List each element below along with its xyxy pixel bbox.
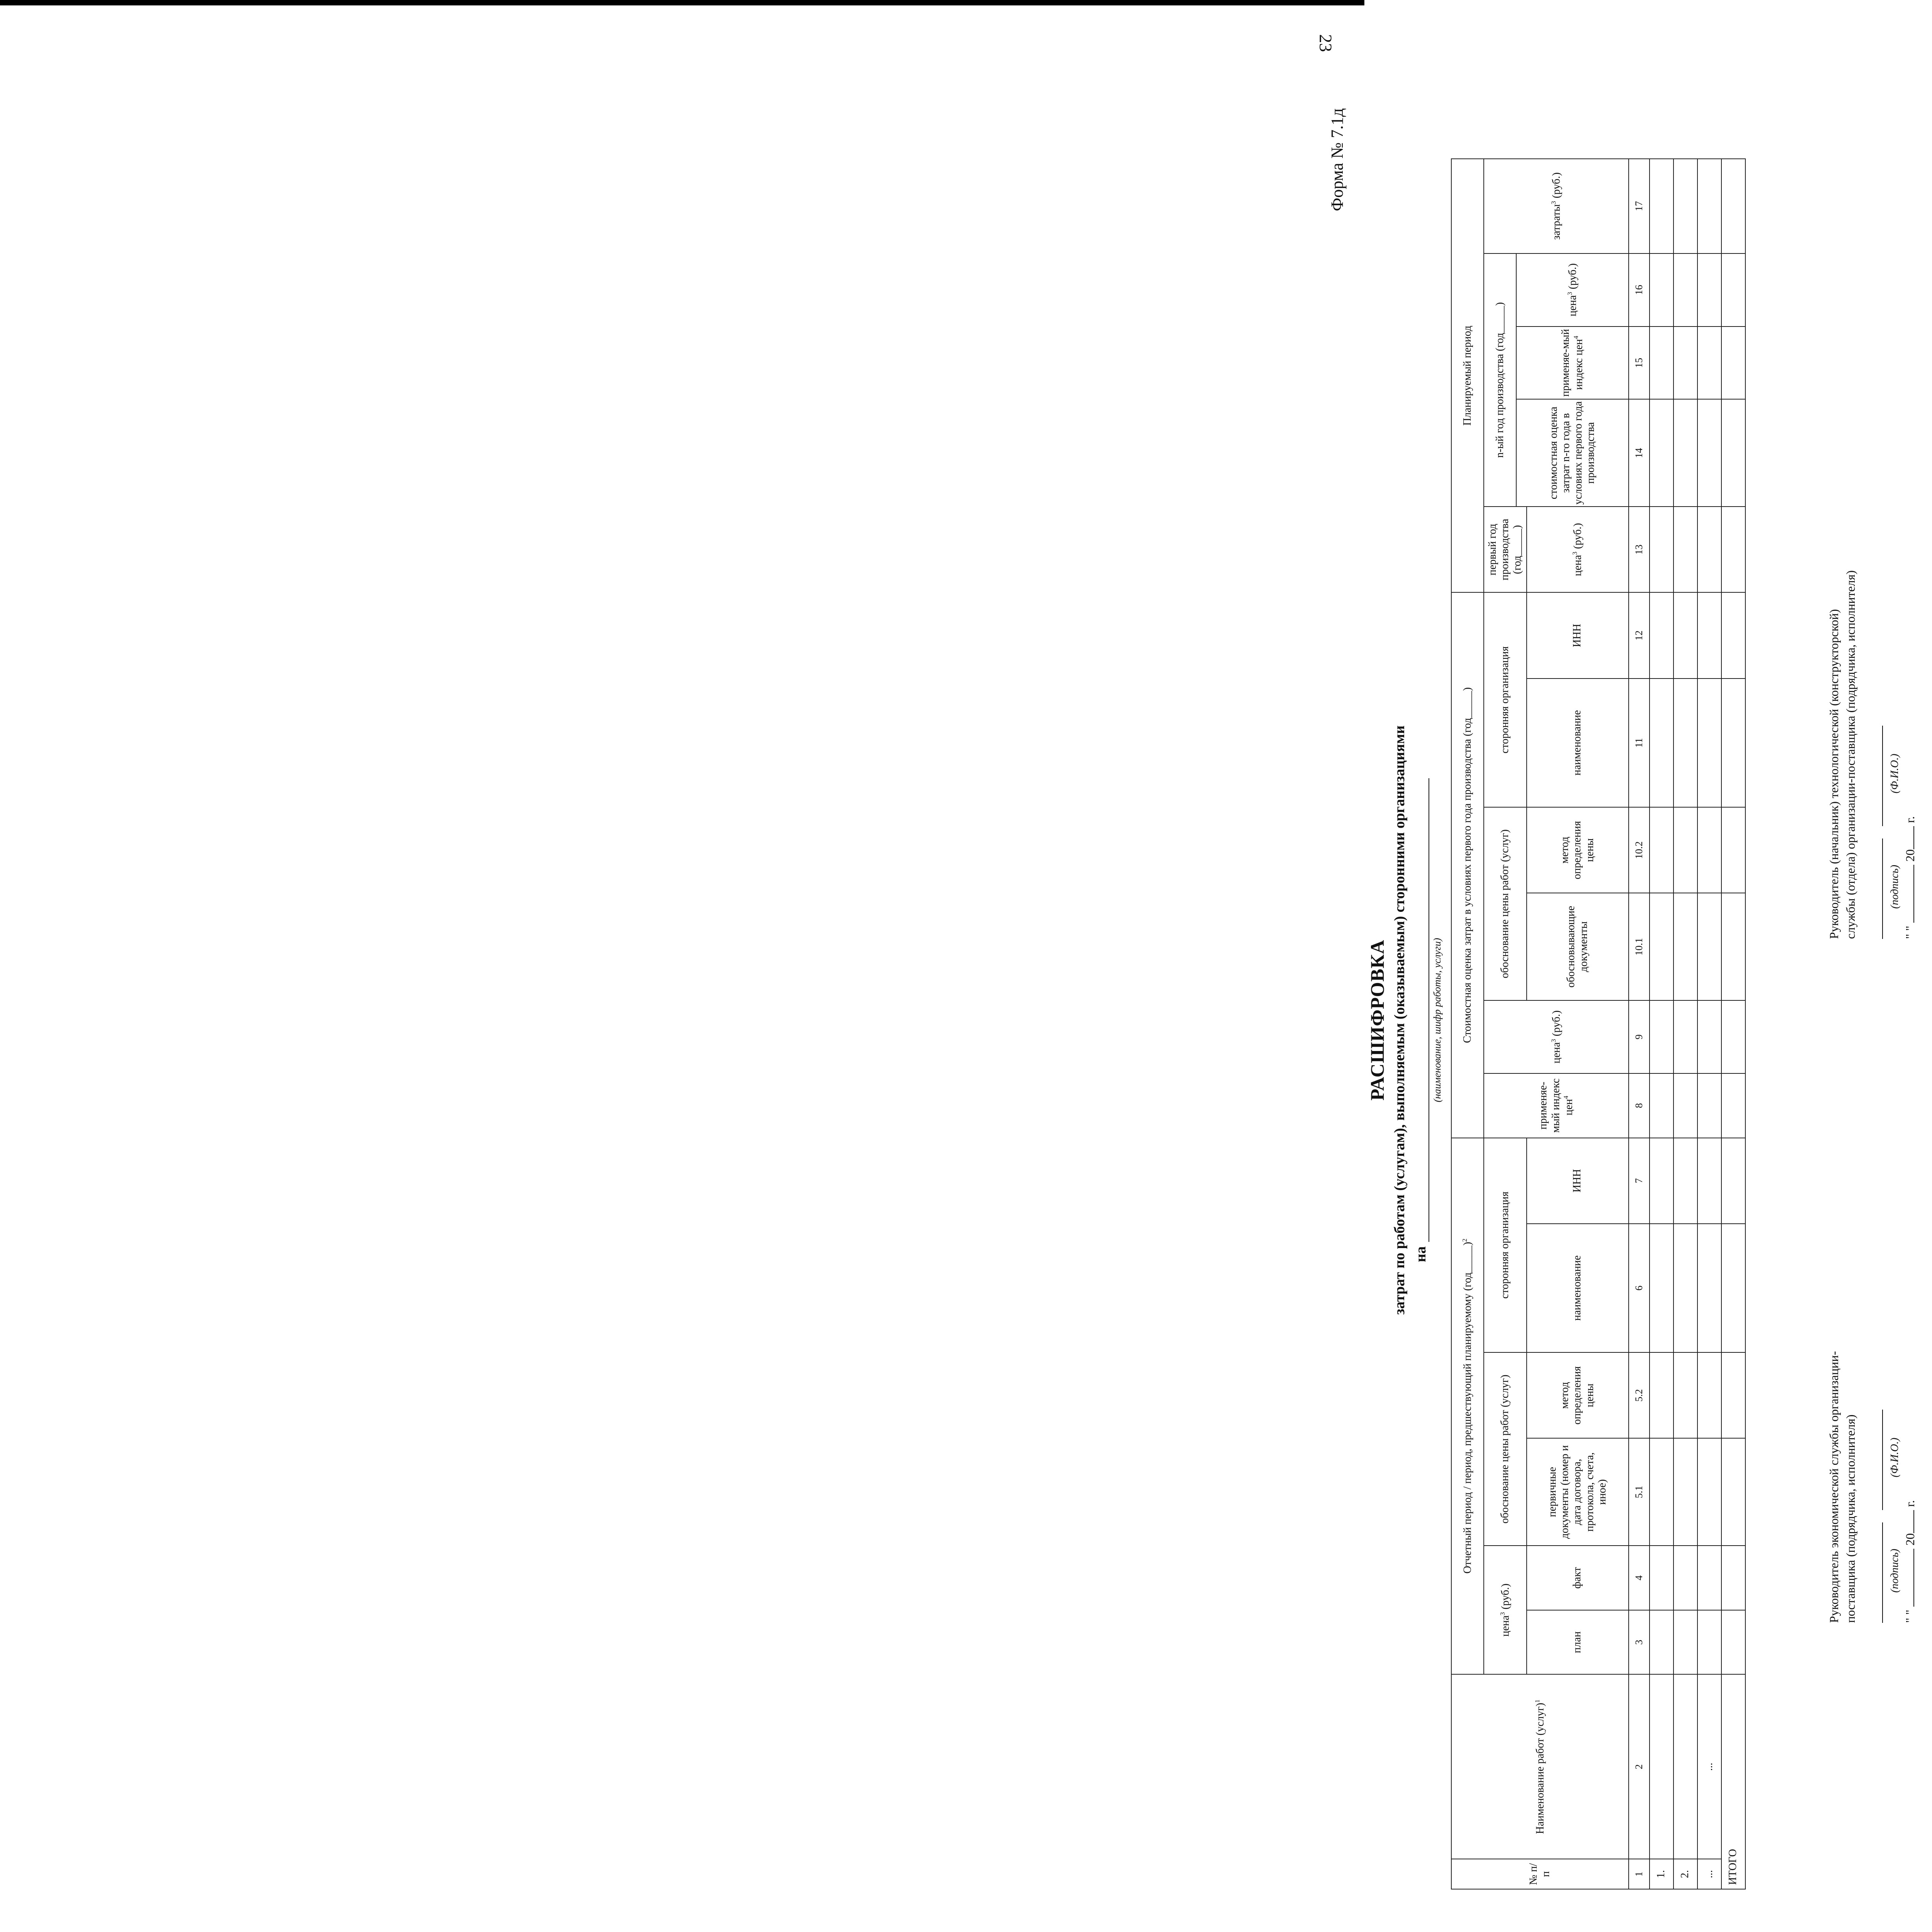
column-number: 14 <box>1629 399 1650 507</box>
header-nth-index: применяе-мый индекс цен$^4$ <box>1516 327 1629 400</box>
header-third-party-2: сторонняя организация <box>1484 592 1527 807</box>
column-number: 7 <box>1629 1138 1650 1224</box>
header-fact: факт <box>1527 1546 1629 1610</box>
header-reporting-period: Отчетный период / период, предшествующий планируемому (год_____)$^2$ <box>1451 1138 1484 1675</box>
header-price-basis: обоснование цены работ (услуг) <box>1484 1352 1527 1546</box>
row-no: 1. <box>1650 1859 1673 1889</box>
header-org-inn: ИНН <box>1527 1138 1629 1224</box>
header-price-method-2: метод определения цены <box>1527 807 1629 893</box>
form-number: Форма № 7.1д <box>1328 108 1347 211</box>
table-row <box>1697 159 1721 1889</box>
column-number: 1 <box>1629 1859 1650 1889</box>
signature-line[interactable] <box>1882 1522 1883 1623</box>
rotated-form <box>1304 108 1932 1932</box>
document-title: РАСШИФРОВКА <box>1366 939 1388 1101</box>
column-number: 4 <box>1629 1546 1650 1610</box>
header-no: № п/п <box>1451 1859 1629 1889</box>
column-number: 15 <box>1629 327 1650 400</box>
column-number: 10.2 <box>1629 807 1650 893</box>
document-subtitle: затрат по работам (услугам), выполняемым (оказываемым) сторонними организациями <box>1391 725 1408 1315</box>
fio-line[interactable] <box>1882 726 1883 826</box>
header-cost-estimate: Стоимостная оценка затрат в условиях первого года производства (год_____) <box>1451 592 1484 1138</box>
column-number: 3 <box>1629 1610 1650 1675</box>
column-number: 8 <box>1629 1073 1650 1138</box>
column-number: 12 <box>1629 592 1650 678</box>
signature-block-technical: Руководитель (начальник) технологической (конструкторской) службы (отдела) организации-поставщика (подрядчика, исполнителя) (подпись) (Ф.И.О.) " " 20 г. <box>1827 570 1917 939</box>
column-number: 16 <box>1629 253 1650 327</box>
column-number: 9 <box>1629 1000 1650 1073</box>
header-primary-docs: первичные документы (номер и дата договора, протокола, счета, иное) <box>1527 1438 1629 1546</box>
scan-edge <box>0 0 1364 5</box>
subject-caption: (наименование, шифр работы, услуги) <box>1432 938 1443 1102</box>
header-name: Наименование работ (услуг)$^1$ <box>1451 1674 1629 1859</box>
header-nth-price: цена$^3$ (руб.) <box>1516 253 1629 327</box>
header-applied-index: применяе-мый индекс цен$^4$ <box>1484 1073 1629 1138</box>
subject-line <box>1412 108 1429 1932</box>
header-price-rub: цена$^3$ (руб.) <box>1484 1546 1527 1674</box>
header-nth-year: n-ый год производства (год_____) <box>1484 253 1516 507</box>
column-number: 5.1 <box>1629 1438 1650 1546</box>
table-row <box>1650 159 1673 1889</box>
header-justifying-docs: обосновывающие документы <box>1527 893 1629 1000</box>
page-number: 23 <box>1316 34 1336 52</box>
column-number: 6 <box>1629 1224 1650 1352</box>
column-number: 10.1 <box>1629 893 1650 1000</box>
column-number: 11 <box>1629 679 1650 807</box>
na-label: на <box>1413 1246 1429 1262</box>
row-name[interactable]: ... <box>1697 1674 1721 1859</box>
header-costs-rub: затраты$^3$ (руб.) <box>1484 159 1629 253</box>
cost-breakdown-table <box>1451 158 1746 1889</box>
column-number: 13 <box>1629 507 1650 592</box>
table-row <box>1673 159 1697 1889</box>
header-first-year: первый год производства (год_____) <box>1484 507 1527 592</box>
header-price-basis-2: обоснование цены работ (услуг) <box>1484 807 1527 1000</box>
column-numbers-row <box>1629 159 1650 1889</box>
signature-block-economic: Руководитель экономической службы организации- поставщика (подрядчика, исполнителя) (подпись) (Ф.И.О.) " " 20 г. <box>1827 1351 1917 1623</box>
column-number: 2 <box>1629 1674 1650 1859</box>
header-first-year-price: цена$^3$ (руб.) <box>1527 507 1629 592</box>
subject-blank <box>1415 778 1429 1242</box>
row-name[interactable] <box>1650 1674 1673 1859</box>
row-no: 2. <box>1673 1859 1697 1889</box>
header-org-name: наименование <box>1527 1224 1629 1352</box>
header-nth-cost: стоимостная оценка затрат n-го года в условиях первого года производства <box>1516 399 1629 507</box>
header-price-rub-2: цена$^3$ (руб.) <box>1484 1000 1629 1073</box>
row-no: ... <box>1697 1859 1721 1889</box>
header-third-party: сторонняя организация <box>1484 1138 1527 1353</box>
total-row <box>1721 159 1745 1889</box>
column-number: 5.2 <box>1629 1352 1650 1438</box>
header-org-name-2: наименование <box>1527 679 1629 807</box>
header-planned-period: Планируемый период <box>1451 159 1484 592</box>
header-price-method: метод определения цены <box>1527 1352 1629 1438</box>
header-plan: план <box>1527 1610 1629 1675</box>
signature-line[interactable] <box>1882 838 1883 939</box>
row-name[interactable] <box>1673 1674 1697 1859</box>
fio-line[interactable] <box>1882 1410 1883 1510</box>
total-label: ИТОГО <box>1721 1674 1745 1889</box>
header-org-inn-2: ИНН <box>1527 592 1629 678</box>
column-number: 17 <box>1629 159 1650 253</box>
